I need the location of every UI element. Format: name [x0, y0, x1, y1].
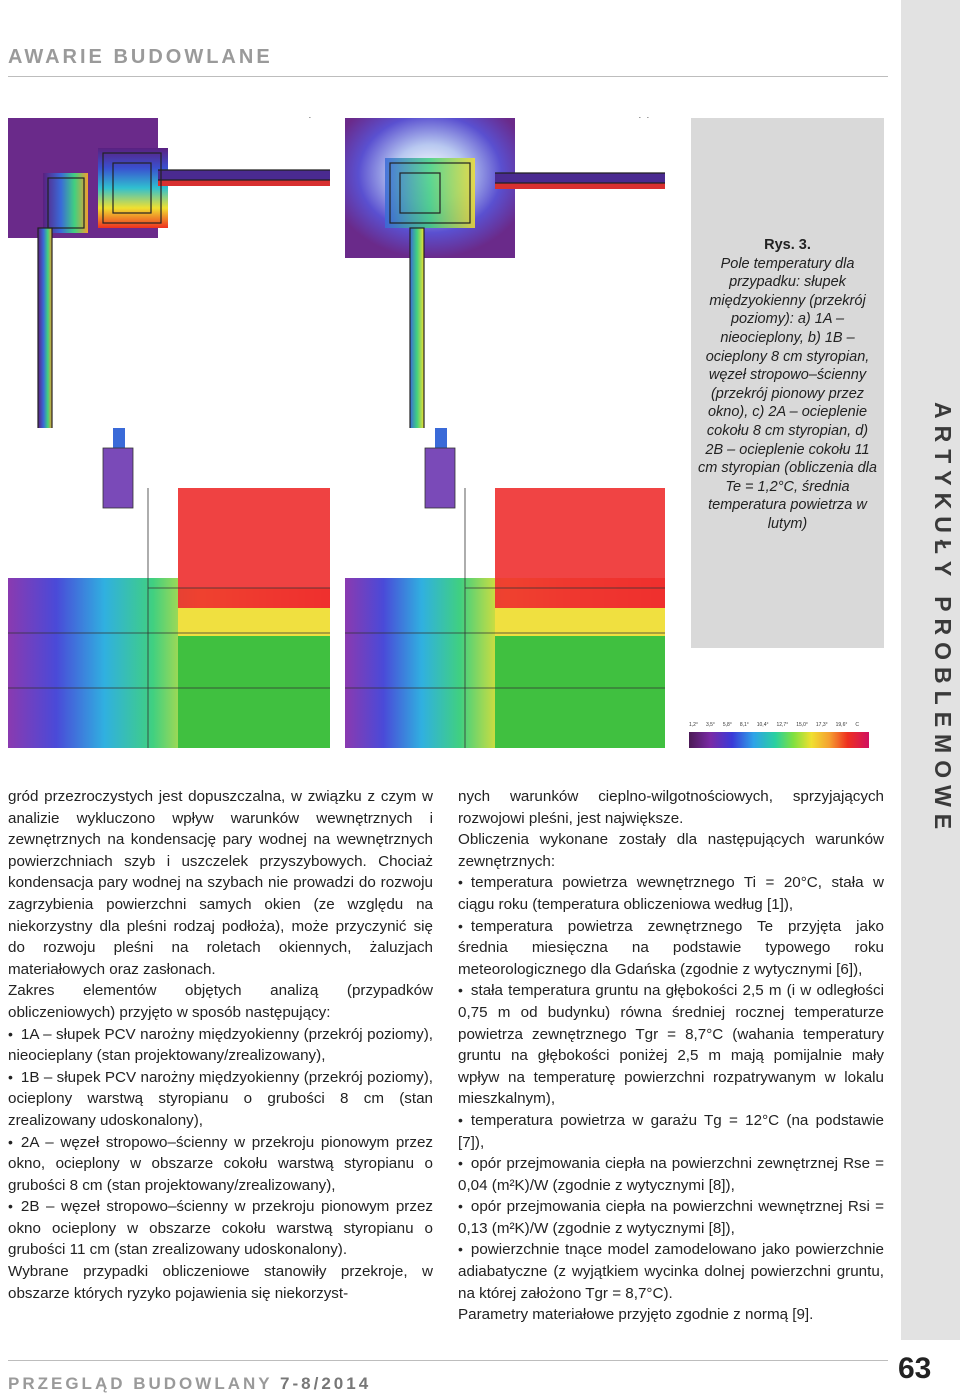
right-bullet-item: • opór przejmowania ciepła na powierzchni wewnętrznej Rsi = 0,13 (m²K)/W (zgodnie z wytycznymi [8]),	[458, 1196, 884, 1239]
scale-tick-label: 10,4°	[756, 722, 769, 728]
right-bullet-item: • stała temperatura gruntu na głębokości 2,5 m (i w odległości 0,75 m od budynku) równa średniej rocznej temperaturze powietrza zewnętrznego Tgr = 8,7°C (wahania temperatury gruntu na głębokości poniżej 2,5 m mają pomijalnie mały wpływ na temperaturę powierzchni rozpatrywanym w lokalu mieszkalnym),	[458, 980, 884, 1110]
scale-tick-label: 15,0°	[796, 722, 808, 728]
left-bullet-item: • 2B – węzeł stropowo–ścienny w przekroju pionowym przez okno ocieplony w obszarze cokołu warstwą styropianu o grubości 11 cm (stan zrealizowany udoskonalony).	[8, 1196, 433, 1261]
scale-tick-label: 17,3°	[815, 722, 828, 728]
scale-color-bar	[689, 732, 869, 748]
temperature-scale	[689, 722, 879, 752]
right-bullet-item: • temperatura powietrza wewnętrznego Ti = 20°C, stała w ciągu roku (temperatura obliczeniowa według [1]),	[458, 872, 884, 915]
thermal-field-a	[8, 118, 330, 436]
scale-tick-label: 1,2°	[689, 722, 698, 728]
left-column	[8, 786, 433, 1304]
header-divider	[8, 76, 888, 77]
right-bullet-item: • temperatura powietrza zewnętrznego Te przyjęta jako średnia miesięczna na podstawie typowego roku meteorologicznego dla Gdańska (zgodnie z wytycznymi [6]),	[458, 916, 884, 981]
right-paragraph: Parametry materiałowe przyjęto zgodnie z normą [9].	[458, 1306, 814, 1324]
journal-name: PRZEGLĄD BUDOWLANY	[8, 1374, 273, 1393]
left-bullet-item: • 1B – słupek PCV narożny międzyokienny (przekrój poziomy), ocieplony warstwą styropianu o grubości 8 cm (stan zrealizowany udoskonalony),	[8, 1067, 433, 1132]
page-number: 63	[898, 1352, 932, 1385]
left-paragraph: Wybrane przypadki obliczeniowe stanowiły przekroje, w obszarze których ryzyko pojawienia się niekorzyst-	[8, 1263, 433, 1302]
footer	[8, 1374, 371, 1394]
right-paragraph: Obliczenia wykonane zostały dla następujących warunków zewnętrznych:	[458, 831, 884, 870]
scale-ticks	[689, 722, 859, 728]
right-bullet-item: • powierzchnie tnące model zamodelowano jako powierzchnie adiabatyczne (z wyjątkiem wycinka dolnej powierzchni gruntu, na której założono Tgr = 8,7°C).	[458, 1239, 884, 1304]
caption-title: Rys. 3.	[764, 237, 811, 253]
caption-text: Pole temperatury dla przypadku: słupek międzyokienny (przekrój poziomy): a) 1A – nieocieplony, b) 1B – ocieplony 8 cm styropian, węzeł stropowo–ścienny (przekrój pionowy przez okno), c) 2A – ocieplenie cokołu 8 cm styropian, d) 2B – ocieplenie cokołu 11 cm styropian (obliczenia dla Te = 1,2°C, średnia temperatura powietrza w lutym)	[698, 255, 877, 532]
left-bullet-item: • 1A – słupek PCV narożny międzyokienny (przekrój poziomy), nieocieplany (stan projektowany/zrealizowany),	[8, 1024, 433, 1067]
scale-tick-label: 8,1°	[739, 722, 749, 728]
side-tab-label: ARTYKUŁY PROBLEMOWE	[930, 402, 956, 837]
figure-caption	[697, 236, 878, 534]
right-column	[458, 786, 884, 1326]
scale-tick-label: 5,8°	[722, 722, 732, 728]
thermal-field-c	[8, 428, 330, 748]
right-paragraph: nych warunków cieplno-wilgotnościowych, sprzyjających rozwojowi pleśni, jest największe.	[458, 788, 884, 827]
right-bullet-item: • opór przejmowania ciepła na powierzchni zewnętrznej Rse = 0,04 (m²K)/W (zgodnie z wytycznymi [8]),	[458, 1153, 884, 1196]
section-title: AWARIE BUDOWLANE	[8, 46, 273, 68]
footer-divider	[8, 1360, 888, 1361]
scale-tick-label: 19,6°	[835, 722, 848, 728]
scale-tick-label: 12,7°	[776, 722, 789, 728]
thermal-field-b	[345, 118, 665, 436]
left-paragraph: Zakres elementów objętych analizą (przypadków obliczeniowych) przyjęto w sposób następujący:	[8, 982, 433, 1021]
journal-issue: 7-8/2014	[280, 1374, 372, 1393]
left-paragraph: gród przezroczystych jest dopuszczalna, w związku z czym w analizie wykluczono wpływ warunków wewnętrznych i zewnętrznych na kondensację pary wodnej na wewnętrznych powierzchniach szyb i uszczelek przyszybowych. Chociaż kondensacja pary wodnej na szybach nie prowadzi do rozwoju zagrzybienia powierzchni samych okien (ze względu na niekorzystny dla pleśni rodzaj podłoża), może przyczynić się do rozwoju pleśni na roletach okiennych, żaluzjach materiałowych oraz zasłonach.	[8, 788, 433, 978]
right-bullet-item: • temperatura powietrza w garażu Tg = 12°C (na podstawie [7]),	[458, 1110, 884, 1153]
thermal-field-d	[345, 428, 665, 748]
scale-tick-label: C	[855, 722, 859, 728]
scale-tick-label: 3,5°	[705, 722, 715, 728]
left-bullet-item: • 2A – węzeł stropowo–ścienny w przekroju pionowym przez okno, ocieplony w obszarze cokołu warstwą styropianu o grubości 8 cm (stan projektowany/zrealizowany),	[8, 1132, 433, 1197]
